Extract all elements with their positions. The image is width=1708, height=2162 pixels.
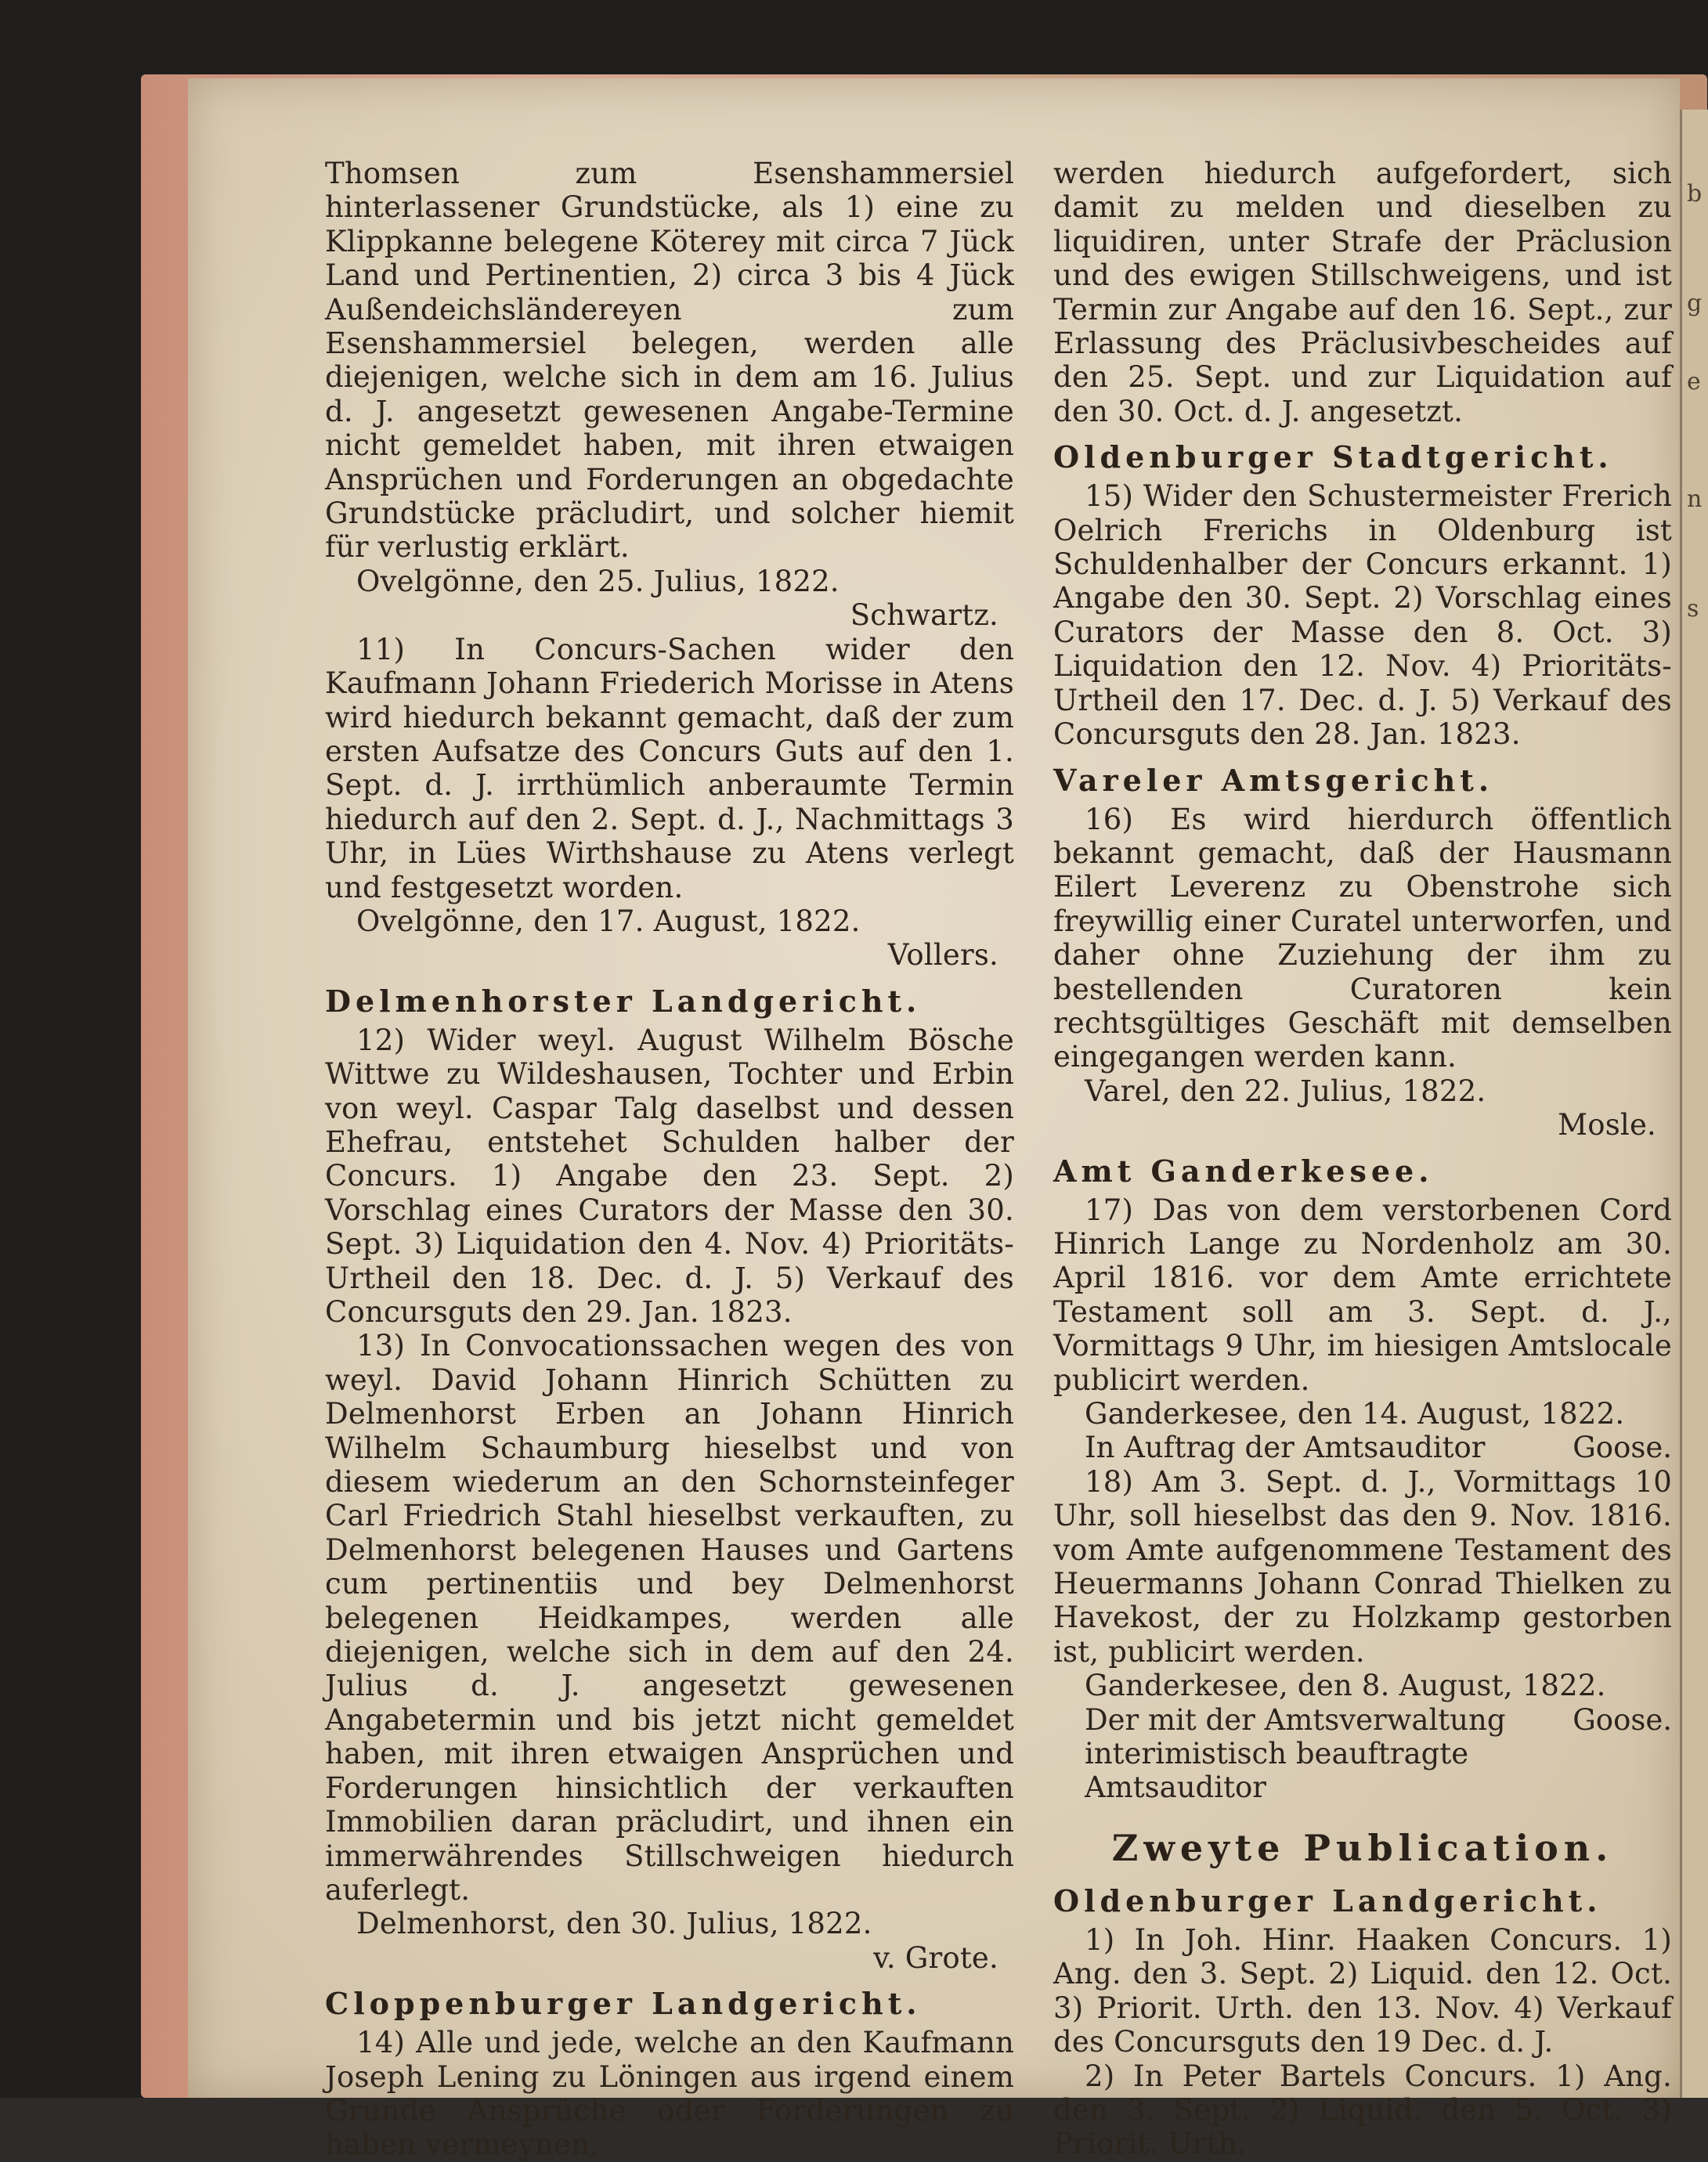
notice-16-dateline: Varel, den 22. Julius, 1822. — [1085, 1074, 1486, 1108]
left-column — [325, 157, 1014, 2162]
notice-14-continuation: werden hiedurch aufgefordert, sich damit zu melden und dieselben zu liquidiren, unter Strafe der Präclusion und des ewigen Stillschweigens, und ist Termin zur Angabe auf den 16. Sept., zur Erlassung des Präclusivbescheides auf den 25. Sept. und zur Liquidation auf den 30. Oct. d. J. angesetzt. — [1053, 157, 1672, 428]
notice-18-signature: Goose. — [1573, 1702, 1672, 1737]
adjacent-page-char: e — [1687, 368, 1701, 395]
adjacent-page-char: n — [1687, 485, 1703, 513]
notice-13-signature: v. Grote. — [873, 1940, 998, 1975]
heading-cloppenburger-landgericht: Cloppenburger Landgericht. — [325, 1986, 922, 2022]
notice-11-text: 11) In Concurs-Sachen wider den Kaufmann Johann Friederich Morisse in Atens wird hiedurch bekannt gemacht, daß der zum ersten Aufsatze des Concurs Guts auf den 1. Sept. d. J. irrthümlich anberaumte Termin hiedurch auf den 2. Sept. d. J., Nachmittags 3 Uhr, in Lües Wirthshause zu Atens verlegt und festgesetzt worden. — [325, 632, 1014, 904]
notice-second-2-text: 2) In Peter Bartels Concurs. 1) Ang. den 3. Sept. 2) Liquid. den 5. Oct. 3) Priorit. Urth. — [1053, 2059, 1672, 2161]
notice-17-text: 17) Das von dem verstorbenen Cord Hinrich Lange zu Nordenholz am 30. April 1816. vor dem Amte errichtete Testament soll am 3. Sept. d. J., Vormittags 9 Uhr, im hiesigen Amtslocale publicirt werden. — [1053, 1193, 1672, 1397]
heading-oldenburger-landgericht: Oldenburger Landgericht. — [1053, 1882, 1602, 1918]
heading-delmenhorster-landgericht: Delmenhorster Landgericht. — [325, 983, 922, 1019]
notice-thomsen-text: Thomsen zum Esenshammersiel hinterlassener Grundstücke, als 1) eine zu Klippkanne belegene Köterey mit circa 7 Jück Land und Pertinentien, 2) circa 3 bis 4 Jück Außendeichsländereyen zum Esenshammersiel belegen, werden alle diejenigen, welche sich in dem am 16. Julius d. J. angesetzt gewesenen Angabe-Termine nicht gemeldet haben, mit ihren etwaigen Ansprüchen und Forderungen an obgedachte Grundstücke präcludirt, und solcher hiemit für verlustig erklärt. — [325, 157, 1014, 565]
notice-13-dateline: Delmenhorst, den 30. Julius, 1822. — [356, 1907, 872, 1941]
notice-11-signature: Vollers. — [887, 938, 998, 973]
notice-12-text: 12) Wider weyl. August Wilhelm Bösche Wittwe zu Wildeshausen, Tochter und Erbin von weyl. Caspar Talg daselbst und dessen Ehefrau, entstehet Schulden halber der Concurs. 1) Angabe den 23. Sept. 2) Vorschlag eines Curators der Masse den 30. Sept. 3) Liquidation den 4. Nov. 4) Prioritäts-Urtheil den 18. Dec. d. J. 5) Verkauf des Concursguts den 29. Jan. 1823. — [325, 1023, 1014, 1329]
heading-zweyte-publication: Zweyte Publication. — [1111, 1826, 1614, 1869]
adjacent-page-char: b — [1687, 180, 1703, 208]
notice-17-commission — [1053, 1431, 1672, 1464]
adjacent-page-char: g — [1687, 290, 1703, 317]
notice-18-commission — [1053, 1703, 1672, 1805]
notice-18-dateline: Ganderkesee, den 8. August, 1822. — [1085, 1669, 1606, 1703]
notice-17-dateline: Ganderkesee, den 14. August, 1822. — [1085, 1397, 1625, 1431]
adjacent-page-char: s — [1687, 595, 1699, 623]
notice-16-text: 16) Es wird hierdurch öffentlich bekannt gemacht, daß der Hausmann Eilert Leverenz zu Obenstrohe sich freywillig einer Curatel unterworfen, und daher ohne Zuziehung der ihm zu bestellenden Curatoren kein rechtsgültiges Geschäft mit demselben eingegangen werden kann. — [1053, 802, 1672, 1074]
heading-vareler-amtsgericht: Vareler Amtsgericht. — [1053, 762, 1494, 798]
notice-16-signature: Mosle. — [1558, 1108, 1656, 1142]
heading-amt-ganderkesee: Amt Ganderkesee. — [1053, 1153, 1434, 1189]
notice-18-commission-text: Der mit der Amtsverwaltung interimistisch beauftragte Amtsauditor — [1085, 1702, 1506, 1805]
notice-thomsen-dateline: Ovelgönne, den 25. Julius, 1822. — [356, 564, 840, 598]
notice-14-text: 14) Alle und jede, welche an den Kaufmann Joseph Lening zu Löningen aus irgend einem Grunde Ansprüche oder Forderungen zu haben vermeynen, — [325, 2026, 1014, 2162]
heading-oldenburger-stadtgericht: Oldenburger Stadtgericht. — [1053, 439, 1613, 475]
notice-17-signature: Goose. — [1573, 1431, 1672, 1465]
notice-18-text: 18) Am 3. Sept. d. J., Vormittags 10 Uhr, soll hieselbst das den 9. Nov. 1816. vom Amte aufgenommene Testament des Heuermanns Johann Conrad Thielken zu Havekost, der zu Holzkamp gestorben ist, publicirt werden. — [1053, 1464, 1672, 1669]
notice-thomsen-signature: Schwartz. — [850, 598, 998, 633]
adjacent-page-strip — [1680, 110, 1708, 2098]
right-column — [1053, 157, 1672, 2161]
notice-15-text: 15) Wider den Schustermeister Frerich Oelrich Frerichs in Oldenburg ist Schuldenhalber der Concurs erkannt. 1) Angabe den 30. Sept. 2) Vorschlag eines Curators der Masse den 8. Oct. 3) Liquidation den 12. Nov. 4) Prioritäts-Urtheil den 17. Dec. d. J. 5) Verkauf des Concursguts den 28. Jan. 1823. — [1053, 479, 1672, 752]
notice-17-commission-text: In Auftrag der Amtsauditor — [1085, 1431, 1486, 1465]
notice-11-dateline: Ovelgönne, den 17. August, 1822. — [356, 904, 861, 938]
notice-second-1-text: 1) In Joh. Hinr. Haaken Concurs. 1) Ang. den 3. Sept. 2) Liquid. den 12. Oct. 3) Priorit. Urth. den 13. Nov. 4) Verkauf des Concursguts den 19 Dec. d. J. — [1053, 1922, 1672, 2059]
notice-13-text: 13) In Convocationssachen wegen des von weyl. David Johann Hinrich Schütten zu Delmenhorst Erben an Johann Hinrich Wilhelm Schaumburg hieselbst und von diesem wiederum an den Schornsteinfeger Carl Friedrich Stahl hieselbst verkauften, zu Delmenhorst belegenen Hauses und Gartens cum pertinentiis und bey Delmenhorst belegenen Heidkampes, werden alle diejenigen, welche sich in dem auf den 24. Julius d. J. angesetzt gewesenen Angabetermin und bis jetzt nicht gemeldet haben, mit ihren etwaigen Ansprüchen und Forderungen hinsichtlich der verkauften Immobilien daran präcludirt, und ihnen ein immerwährendes Stillschweigen hiedurch auferlegt. — [325, 1329, 1014, 1907]
